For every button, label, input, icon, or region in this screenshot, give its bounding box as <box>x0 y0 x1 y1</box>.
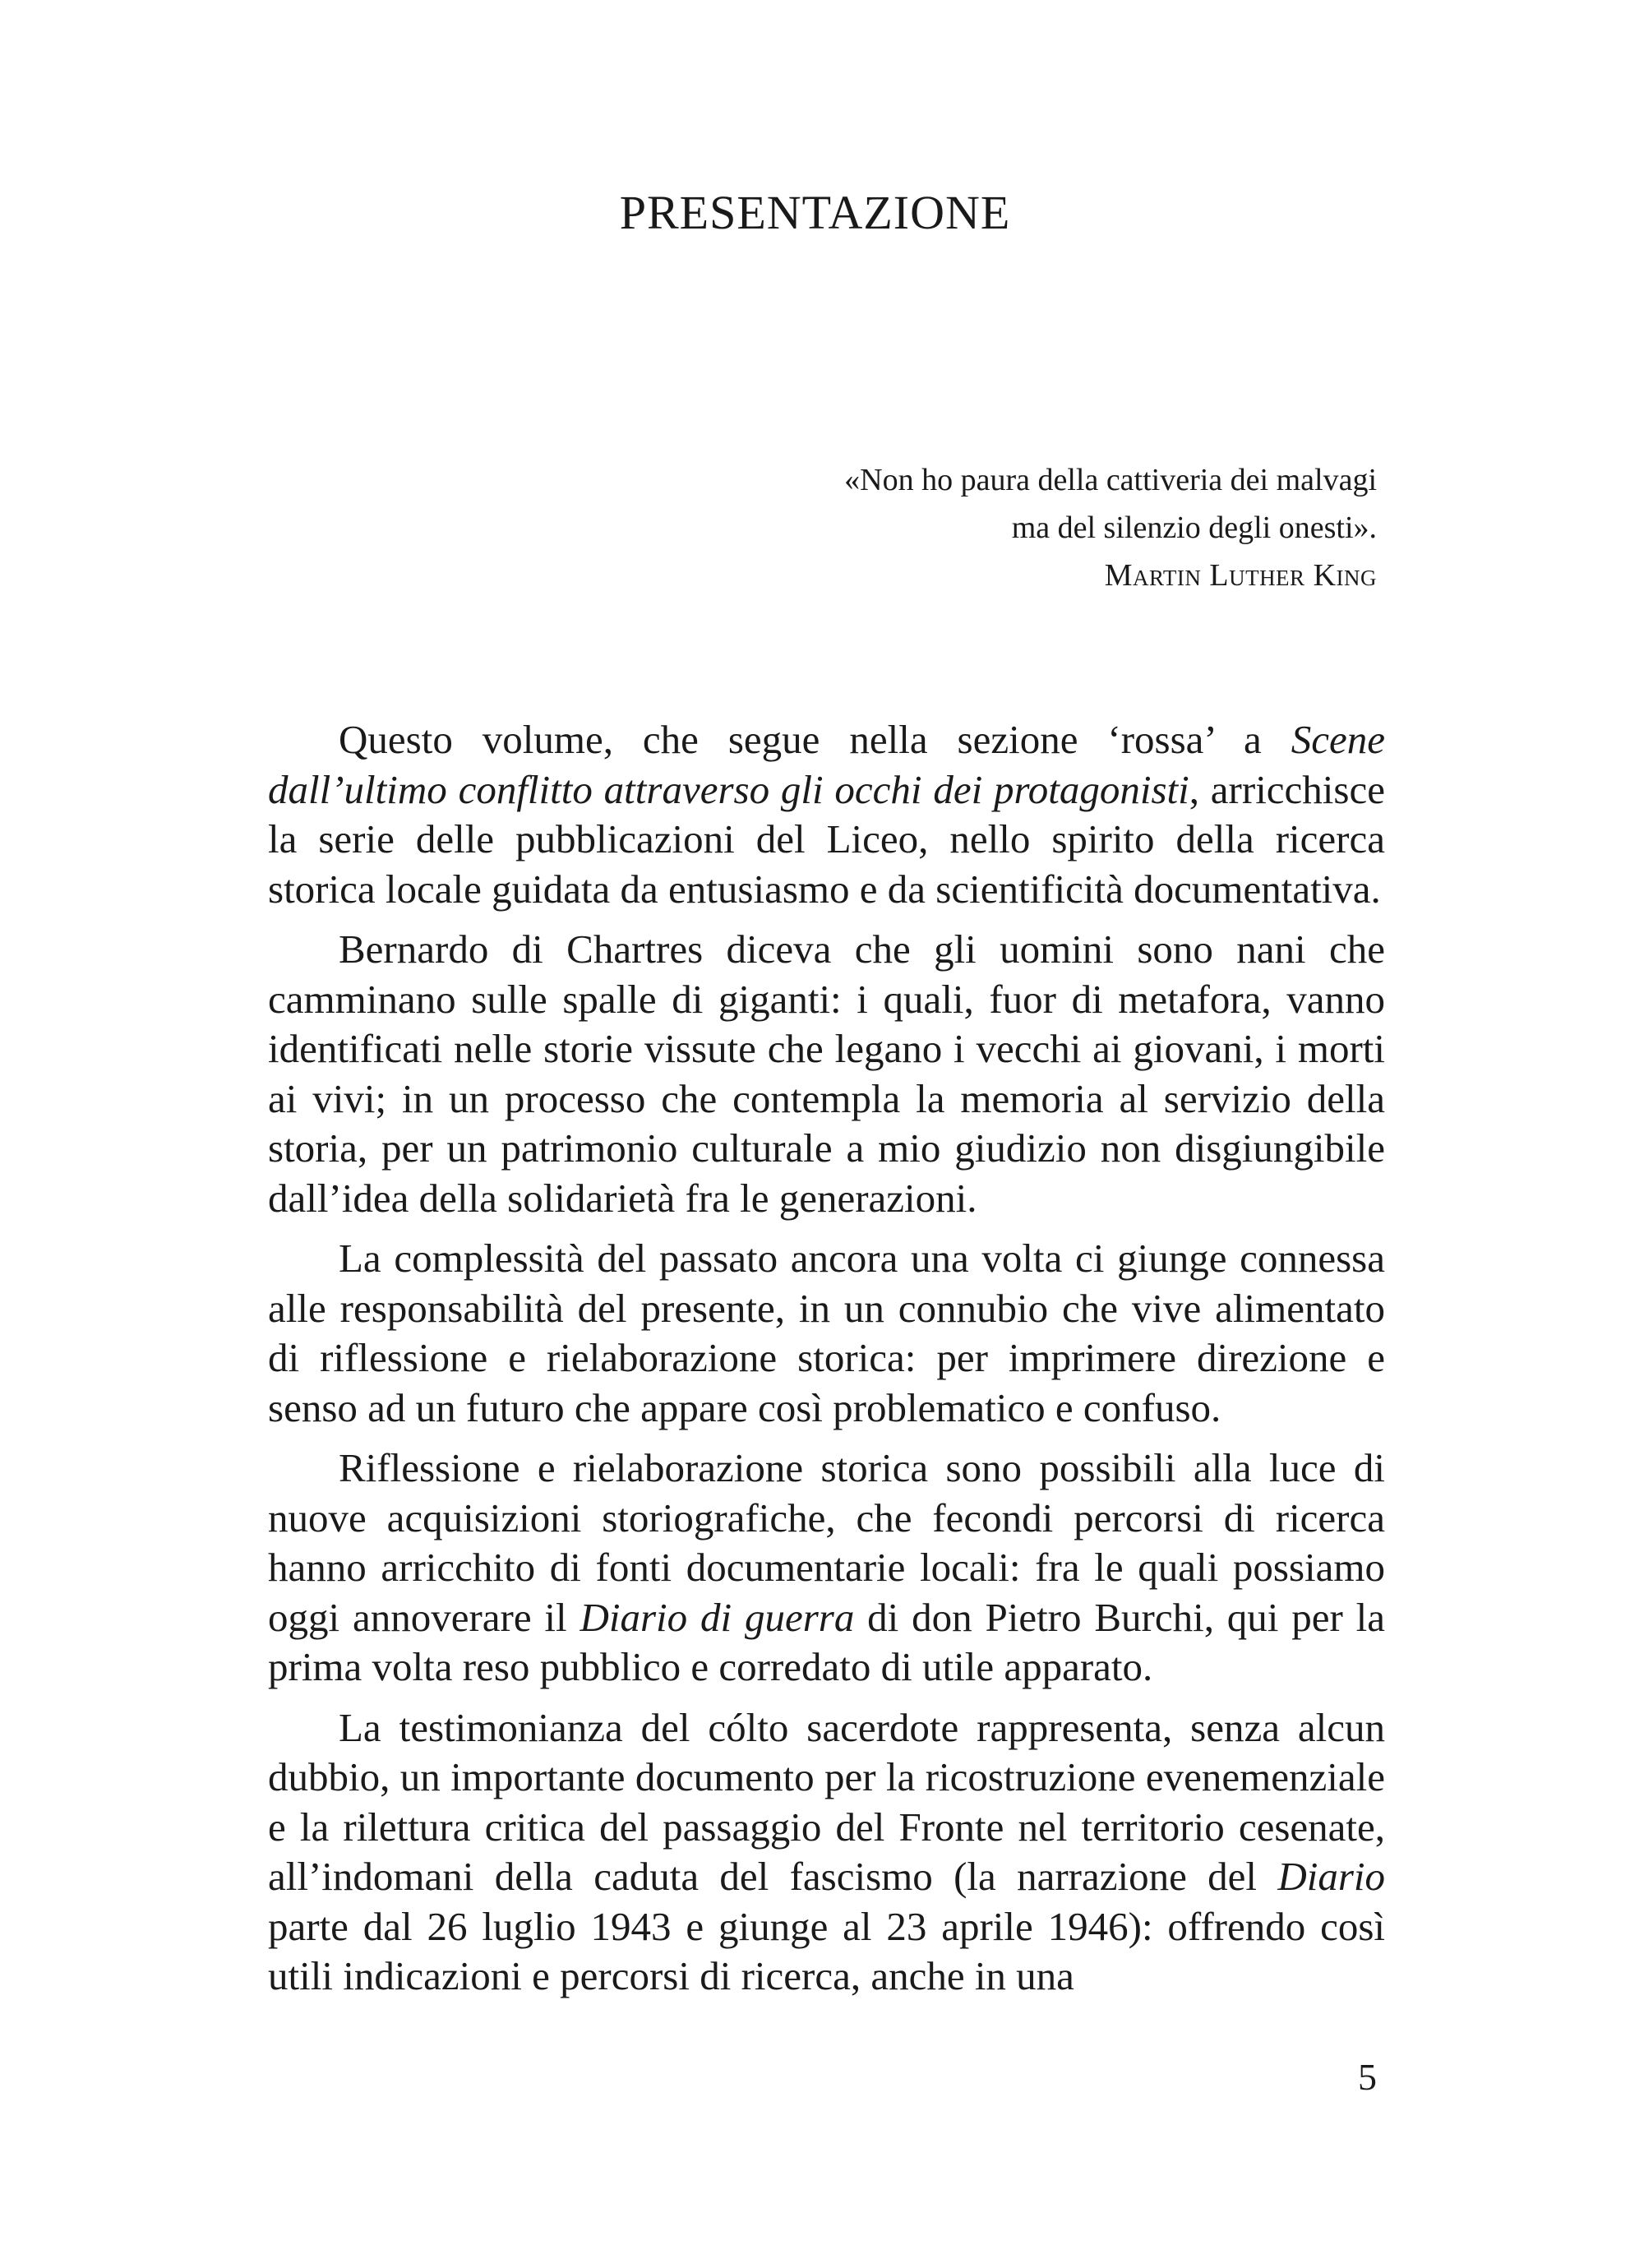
paragraph <box>268 1443 1385 1693</box>
paragraph: La complessità del passato ancora una volta ci giunge connessa alle responsabilità del presente, in un connubio che vive alimentato di riflessione e rielaborazione storica: per imprimere direzione e senso ad un futuro che appare così problematico e confuso. <box>268 1236 1385 1430</box>
epigraph-line: «Non ho paura della cattiveria dei malvagi <box>844 463 1377 497</box>
paragraph <box>268 1703 1385 2002</box>
text-span: parte dal 26 luglio 1943 e giunge al 23 aprile 1946): offrendo così utili indicazioni e percorsi di ricerca, anche in una <box>268 1903 1385 1998</box>
epigraph-line: ma del silenzio degli onesti». <box>1011 510 1377 545</box>
body-text <box>268 715 1385 2012</box>
text-span: Questo volume, che segue nella sezione ‘rossa’ a <box>339 717 1291 762</box>
text-span: , arricchisce la serie delle pubblicazioni del Liceo, nello spirito della ricerca storica locale guidata da entusiasmo e da scientificità documentativa. <box>268 766 1385 912</box>
text-span: Riflessione e rielaborazione storica sono possibili alla luce di nuove acquisizioni storiografiche, che fecondi percorsi di ricerca hanno arricchito di fonti documentarie locali: fra le quali possiamo oggi annoverare il <box>268 1445 1385 1640</box>
paragraph <box>268 715 1385 914</box>
text-span: La testimonianza del cólto sacerdote rappresenta, senza alcun dubbio, un importante documento per la ricostruzione evenemenziale e la rilettura critica del passaggio del Fronte nel territorio cesenate, all’indomani della caduta del fascismo (la narrazione del <box>268 1704 1385 1899</box>
page-title: PRESENTAZIONE <box>619 186 1011 239</box>
paragraph: Bernardo di Chartres diceva che gli uomini sono nani che camminano sulle spalle di giganti: i quali, fuor di metafora, vanno identificati nelle storie vissute che legano i vecchi ai giovani, i morti ai vivi; in un processo che contempla la memoria al servizio della storia, per un patrimonio culturale a mio giudizio non disgiungibile dall’idea della solidarietà fra le generazioni. <box>268 926 1385 1221</box>
epigraph-author: Martin Luther King <box>1104 558 1377 593</box>
page-number: 5 <box>1358 2056 1377 2098</box>
epigraph <box>844 456 1377 599</box>
book-title: Diario di guerra <box>580 1594 855 1640</box>
text-span: di don Pietro Burchi, qui per la prima volta reso pubblico e corredato di utile apparato. <box>268 1594 1385 1689</box>
book-title: Scene dall’ultimo conflitto attraverso gli occhi dei protagonisti <box>268 717 1385 812</box>
book-title: Diario <box>1277 1854 1385 1899</box>
